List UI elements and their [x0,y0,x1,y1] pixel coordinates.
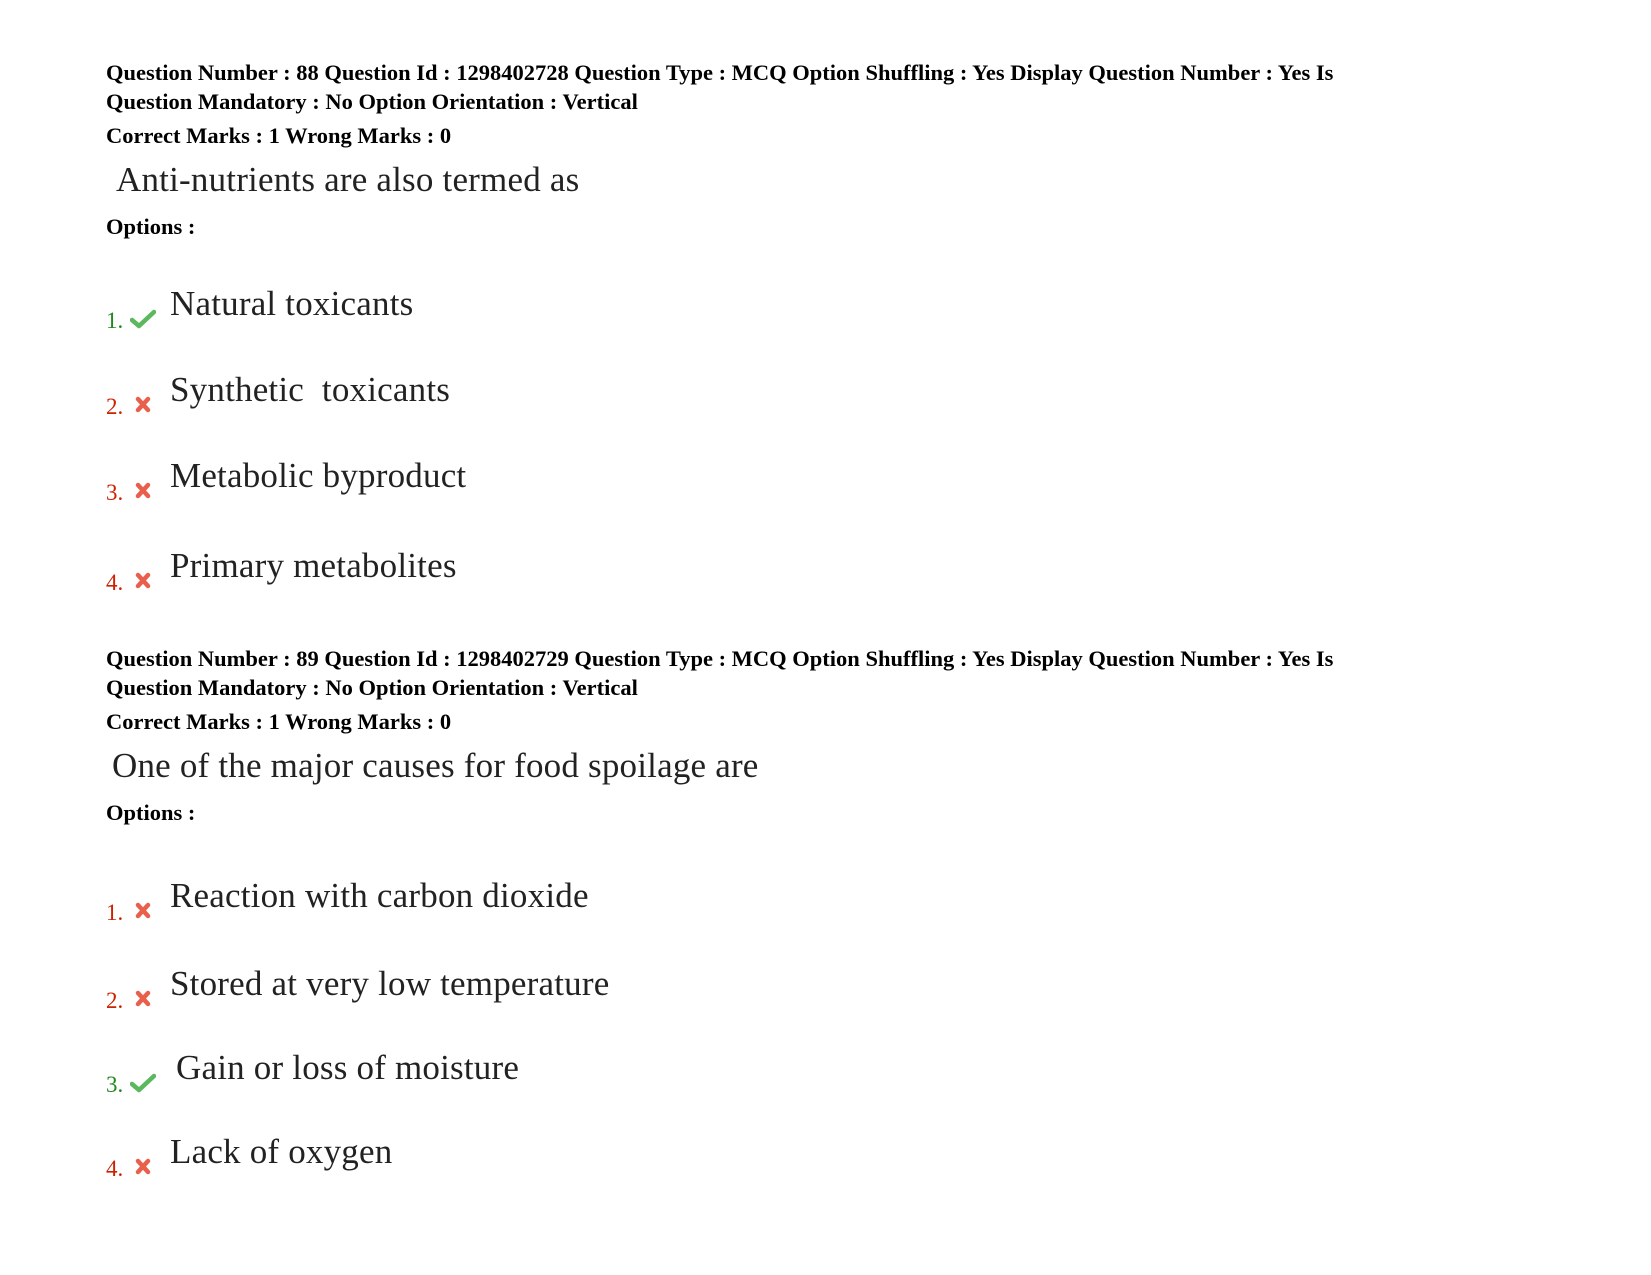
question-meta [106,644,1546,702]
option-item [106,370,1006,420]
option-number: 3. [106,480,124,505]
option-number: 2. [106,394,124,419]
question-meta-line2: Question Mandatory : No Option Orientation : Vertical [106,675,638,700]
cross-icon [130,988,156,1010]
cross-icon [130,1156,156,1178]
question-meta-line2: Question Mandatory : No Option Orientation : Vertical [106,89,638,114]
option-text: Gain or loss of moisture [176,1048,520,1087]
option-item [106,1048,1006,1098]
options-label: Options : [106,800,196,825]
option-item [106,284,1006,334]
cross-icon [130,570,156,592]
option-number: 4. [106,570,124,595]
check-icon [130,308,156,330]
option-text: Lack of oxygen [170,1132,393,1171]
cross-icon [130,394,156,416]
question-meta-line1: Question Number : 89 Question Id : 1298402729 Question Type : MCQ Option Shuffling : Yes Display Question Number : Yes Is [106,646,1334,671]
option-number: 3. [106,1072,124,1097]
option-item [106,876,1006,926]
question-meta [106,58,1546,116]
cross-icon [130,900,156,922]
options-label: Options : [106,214,196,239]
option-text: Primary metabolites [170,546,457,585]
option-text: Synthetic toxicants [170,370,451,409]
question-text: Anti-nutrients are also termed as [116,160,580,199]
option-text: Natural toxicants [170,284,414,323]
option-item [106,546,1006,596]
option-number: 4. [106,1156,124,1181]
option-number: 1. [106,308,124,333]
question-meta-line1: Question Number : 88 Question Id : 1298402728 Question Type : MCQ Option Shuffling : Yes Display Question Number : Yes Is [106,60,1334,85]
question-block [106,644,1546,1181]
check-icon [130,1072,156,1094]
option-text: Stored at very low temperature [170,964,610,1003]
question-block [106,58,1546,595]
option-text: Metabolic byproduct [170,456,467,495]
cross-icon [130,480,156,502]
option-item [106,1132,1006,1182]
option-number: 2. [106,988,124,1013]
question-text: One of the major causes for food spoilage are [112,746,759,785]
option-item [106,964,1006,1014]
option-number: 1. [106,900,124,925]
question-marks: Correct Marks : 1 Wrong Marks : 0 [106,123,452,148]
option-item [106,456,1006,506]
question-marks: Correct Marks : 1 Wrong Marks : 0 [106,709,452,734]
option-text: Reaction with carbon dioxide [170,876,589,915]
